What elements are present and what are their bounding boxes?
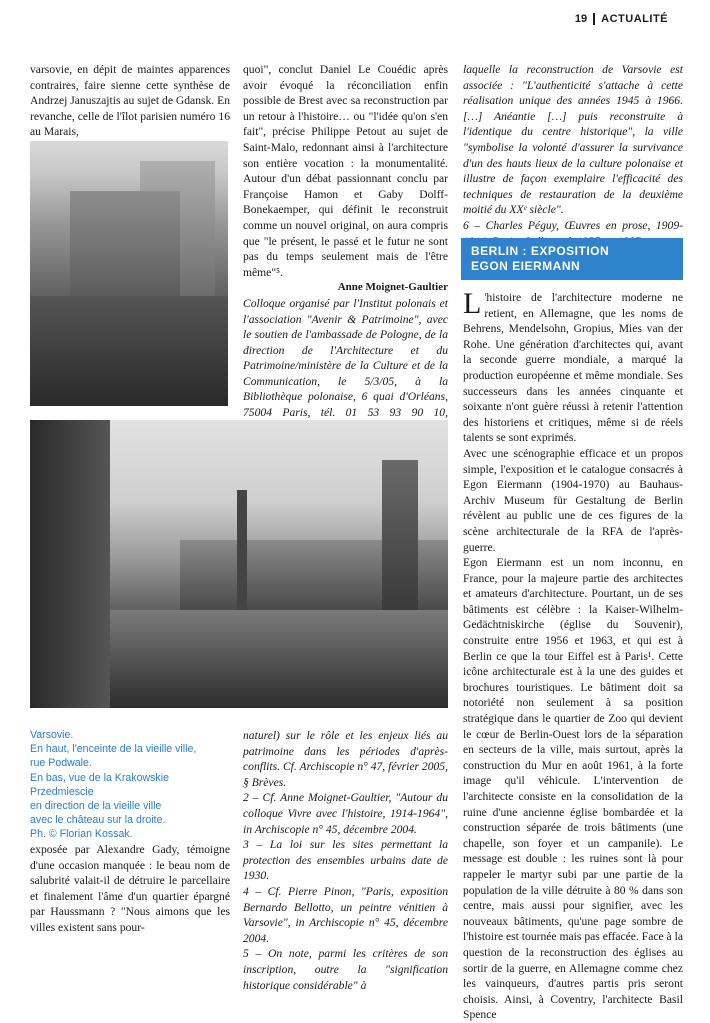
paragraph: quoi", conclut Daniel Le Couédic après avoir évoqué la réconciliation enfin possible de Brest avec sa reconstruction par un retour à l'histoire… ou "l'idée qu'on s'en fait", précise Philippe Petout au sujet de Saint-Malo, redonnant ainsi à l'architecture son entière vocation : la monumentalité. Autour d'un débat passionnant conclu par Françoise Hamon et Gaby Dolff-Bonekaemper, qui définit le reconstruit comme un nouvel original, on aura compris que "le présent, le passé et le futur ne sont pas du temps seulement mais de l'être même"⁵. [243, 63, 448, 279]
banner-line-2: EGON EIERMANN [471, 259, 581, 273]
section-title: ACTUALITÉ [601, 13, 668, 25]
colloquium-info: Colloque organisé par l'Institut polonais et l'association "Avenir & Patrimoine", avec le soutien de l'ambassade de Pologne, de la direction de l'Architecture et du Patrimoine/ministère de la Culture et de la Communication, le 5/3/05, à la Bibliothèque polonaise, 6 quai d'Orléans, 75004 Paris, tél. 01 53 93 90 10, [243, 296, 448, 420]
footnote-5-continued: laquelle la reconstruction de Varsovie est associée : "L'authenticité s'attache à cette réalisation unique des années 1945 à 1966. […] Anéantie […] puis reconstruite à l'identique du centre historique", la ville "symbolise la volonté d'assurer la survivance d'un des hauts lieux de la culture polonaise et illustre de façon exemplaire l'efficacité des techniques de restauration de la deuxième moitié du XXᵉ siècle". [463, 63, 683, 217]
page-header [575, 10, 668, 28]
footnote-6: 6 – Charles Péguy, Œuvres en prose, 1909- [463, 218, 683, 232]
article-banner [461, 238, 683, 280]
page-number: 19 [575, 13, 595, 25]
footnote-4: 4 – Cf. Pierre Pinon, "Paris, exposition Bernardo Bellotto, un peintre vénitien à Varsovie", in Archiscopie n° 45, décembre 2004. [243, 884, 448, 945]
drop-cap: L [463, 287, 482, 320]
paragraph: Egon Eiermann est un nom inconnu, en France, pour la majeure partie des architectes et amateurs d'architecture. Pourtant, un de ses bâtiments est célèbre : la Kaiser-Wilhelm-Gedächtniskirche (église du Souvenir), construite entre 1956 et 1963, et qui est à Berlin ce que la tour Eiffel est à Paris¹. Cette icône architecturale est à la une des guides et brochures touristiques. Le bâtiment doit sa notoriété non seulement à sa position stratégique dans le quartier de Zoo qui devient le cœur de Berlin-Ouest lors de la séparation en secteurs de la ville, mais surtout, après la construction du Mur en août 1961, à la forte image qu'il véhicule. L'intervention de l'architecte consiste en la consolidation de la ruine d'une ancienne église bombardée et la construction séparée de trois bâtiments (une chapelle, son foyer et un campanile). Le message est double : les ruines sont là pour rappeler le martyr subi par une partie de la population de la ville détruite à 80 % dans son centre, mais aussi pour signifier, avec les nouveaux bâtiments, qu'une page sombre de l'histoire est tournée mais pas effacée. Face à la question de la reconstruction des églises au sortir de la guerre, en Allemagne comme chez les vainqueurs, d'autres partis pris seront choisis. Ainsi, à Coventry, l'architecte Basil Spence [463, 556, 683, 1022]
footnote-1-continued: naturel) sur le rôle et les enjeux liés au patrimoine dans les périodes d'après-conflits. Cf. Archiscopie n° 47, février 2005, § Brèves. [243, 729, 448, 789]
banner-line-1: BERLIN : EXPOSITION [471, 244, 610, 258]
footnote-5: 5 – On note, parmi les critères de son inscription, outre la "signification historique considérable" à [243, 947, 448, 992]
paragraph: varsovie, en dépit de maintes apparences contraires, faire sienne cette synthèse de Andrzej Januszajtis au sujet de Gdansk. En revanche, celle de l'îlot parisien numéro 16 au Marais, [30, 63, 230, 139]
column-1-bottom [30, 842, 230, 936]
paragraph: exposée par Alexandre Gady, témoigne d'une occasion manquée : le beau nom de salubrité valait-il de détruire le parcellaire et finalement l'âme d'un quartier épargné par Haussmann ? "Nous aimons que les villes existent sans pour- [30, 843, 230, 934]
footnote-2: 2 – Cf. Anne Moignet-Gaultier, "Autour du colloque Vivre avec l'histoire, 1914-1964", in Archiscopie n° 45, décembre 2004. [243, 791, 448, 836]
column-2-footnotes [243, 728, 448, 993]
footnote-3: 3 – La loi sur les sites permettant la protection des ensembles urbains date de 1930. [243, 838, 448, 883]
author-signature: Anne Moignet-Gaultier [337, 281, 448, 294]
column-1-top [30, 62, 230, 140]
paragraph: Avec une scénographie efficace et un propos simple, l'exposition et le catalogue consacrés à Egon Eiermann (1904-1970) au Bauhaus-Archiv Museum für Gestaltung de Berlin révèlent au public une de ces figures de la scène architecturale de la RFA de l'après-guerre. [463, 446, 683, 554]
paragraph: 'histoire de l'architecture moderne ne retient, en Allemagne, que les noms de Behrens, Mendelsohn, Gropius, Mies van der Rohe. Une génération d'architectes qui, avant la seconde guerre mondiale, a marqué la production européenne et même mondiale. Ses successeurs dans les années cinquante et soixante n'ont guère réussi à retenir l'attention des historiens et critiques, même si de réels talents se sont exprimés. [463, 291, 683, 445]
photo-warsaw-city-wall [30, 141, 228, 406]
photo-caption: Varsovie. En haut, l'enceinte de la vieille ville, rue Podwale. En bas, vue de la Krakowskie Przedmiescie en direction de la vieille ville avec le château sur la droite. Ph. © Florian Kossak. [30, 729, 197, 841]
column-3-top [463, 62, 683, 249]
photo-krakowskie-przedmiescie [30, 420, 448, 708]
article-body [463, 287, 683, 1023]
